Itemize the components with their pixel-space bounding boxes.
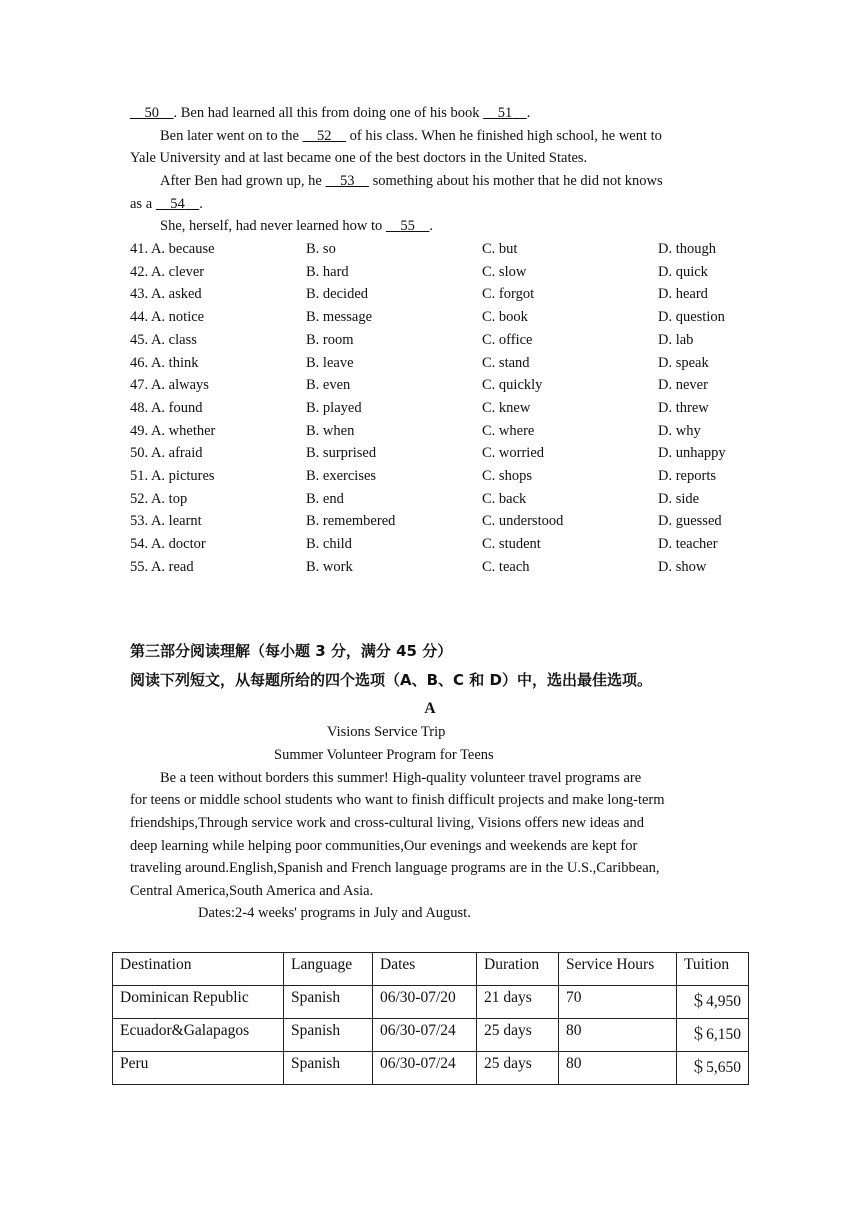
question-53-option-a: 53. A. learnt [130,513,202,530]
question-42-option-b: B. hard [306,263,349,280]
passage-letter: A [424,700,436,717]
table-row [113,1052,749,1085]
cell-language: Spanish [284,1019,373,1052]
article-heading-2: Summer Volunteer Program for Teens [274,747,494,763]
blank-50: 50 [144,105,159,121]
question-48-option-b: B. played [306,399,362,416]
question-46-option-a: 46. A. think [130,354,199,371]
article-body-line: friendships,Through service work and cross-cultural living, Visions offers new ideas and [130,815,645,831]
question-43-option-a: 43. A. asked [130,286,202,303]
question-50-option-d: D. unhappy [658,445,726,462]
question-44-option-a: 44. A. notice [130,309,205,326]
passage-line-4: After Ben had grown up, he 53 something about his mother that he did not knows [160,173,663,189]
cell-destination: Dominican Republic [113,986,284,1019]
blank-53: 53 [340,173,355,189]
cell-tuition: ＄6,150 [677,1019,749,1052]
cell-duration: 25 days [477,1019,559,1052]
passage-line-2: Ben later went on to the 52 of his class. When he finished high school, he went to [160,128,662,144]
cell-tuition: ＄4,950 [677,986,749,1019]
question-44-option-c: C. book [482,309,528,326]
cell-service-hours: 80 [559,1019,677,1052]
question-46-option-d: D. speak [658,354,709,371]
question-47-option-b: B. even [306,377,351,394]
cell-destination: Peru [113,1052,284,1085]
table-row [113,1019,749,1052]
article-body-line: traveling around.English,Spanish and French language programs are in the U.S.,Caribbean, [130,860,660,876]
question-53-option-d: D. guessed [658,513,722,530]
article-dates: Dates:2-4 weeks' programs in July and August. [198,905,471,921]
passage-line-3: Yale University and at last became one of the best doctors in the United States. [130,150,588,166]
question-48-option-c: C. knew [482,399,531,416]
question-52-option-b: B. end [306,490,344,507]
cell-service-hours: 80 [559,1052,677,1085]
question-43-option-d: D. heard [658,286,708,303]
cell-language: Spanish [284,986,373,1019]
question-45-option-d: D. lab [658,331,694,348]
header-tuition: Tuition [677,953,749,986]
question-52-option-a: 52. A. top [130,490,188,507]
question-53-option-b: B. remembered [306,513,396,530]
question-44-option-d: D. question [658,309,725,326]
passage-line-6: She, herself, had never learned how to 55 . [160,218,434,234]
question-51-option-d: D. reports [658,468,716,484]
question-41-option-a: 41. A. because [130,241,215,257]
question-42-option-c: C. slow [482,263,527,280]
question-49-option-d: D. why [658,422,701,439]
question-53-option-c: C. understood [482,513,564,530]
passage-line-5: as a 54 . [130,196,203,212]
question-47-option-a: 47. A. always [130,377,209,394]
article-body-line: Be a teen without borders this summer! High-quality volunteer travel programs are [160,770,642,786]
question-54-option-d: D. teacher [658,536,718,553]
question-48-option-d: D. threw [658,399,709,416]
question-45-option-a: 45. A. class [130,331,197,348]
article-body-line: deep learning while helping poor communities,Our evenings and weekends are kept for [130,838,638,854]
question-55-option-b: B. work [306,558,353,575]
question-41-option-c: C. but [482,241,518,257]
article-heading-1: Visions Service Trip [327,724,446,740]
question-52-option-d: D. side [658,490,700,507]
header-duration: Duration [477,953,559,986]
cell-service-hours: 70 [559,986,677,1019]
question-55-option-c: C. teach [482,558,530,575]
question-41-option-d: D. though [658,241,716,257]
question-51-option-c: C. shops [482,468,532,484]
question-54-option-c: C. student [482,536,541,553]
cell-dates: 06/30-07/20 [373,986,477,1019]
question-46-option-c: C. stand [482,354,530,371]
section-title: 第三部分阅读理解（每小题 3 分，满分 45 分） [130,642,453,660]
article-body-line: Central America,South America and Asia. [130,883,374,899]
question-49-option-b: B. when [306,422,355,439]
question-43-option-c: C. forgot [482,286,535,303]
blank-54: 54 [170,196,185,212]
cell-duration: 25 days [477,1052,559,1085]
question-42-option-a: 42. A. clever [130,263,205,280]
cell-tuition: ＄5,650 [677,1052,749,1085]
cell-dates: 06/30-07/24 [373,1019,477,1052]
cell-language: Spanish [284,1052,373,1085]
cell-dates: 06/30-07/24 [373,1052,477,1085]
question-45-option-b: B. room [306,331,354,348]
passage-text: . Ben had learned all this from doing one of his book [173,105,484,121]
question-51-option-b: B. exercises [306,468,377,484]
question-55-option-a: 55. A. read [130,558,194,575]
header-destination: Destination [113,953,284,986]
question-48-option-a: 48. A. found [130,399,203,416]
question-41-option-b: B. so [306,241,336,257]
question-45-option-c: C. office [482,331,533,348]
question-47-option-c: C. quickly [482,377,543,394]
question-46-option-b: B. leave [306,354,354,371]
question-52-option-c: C. back [482,490,527,507]
question-44-option-b: B. message [306,309,373,326]
table-header-row [113,953,749,986]
header-language: Language [284,953,373,986]
header-dates: Dates [373,953,477,986]
blank-55: 55 [400,218,415,234]
cell-duration: 21 days [477,986,559,1019]
blank-52: 52 [317,128,332,144]
section-instruction: 阅读下列短文，从每题所给的四个选项（A、B、C 和 D）中，选出最佳选项。 [130,671,652,689]
table-row [113,986,749,1019]
question-50-option-a: 50. A. afraid [130,445,203,462]
question-43-option-b: B. decided [306,286,369,303]
article-body-line: for teens or middle school students who want to finish difficult projects and make long-term [130,792,665,808]
question-47-option-d: D. never [658,377,708,394]
question-51-option-a: 51. A. pictures [130,468,215,484]
question-50-option-b: B. surprised [306,445,377,462]
header-service-hours: Service Hours [559,953,677,986]
program-table [112,952,749,1085]
question-54-option-a: 54. A. doctor [130,536,206,553]
blank-51: 51 [497,105,513,121]
question-55-option-d: D. show [658,558,707,575]
question-49-option-a: 49. A. whether [130,422,216,439]
question-49-option-c: C. where [482,422,535,439]
cell-destination: Ecuador&Galapagos [113,1019,284,1052]
question-54-option-b: B. child [306,536,352,553]
passage-line-1: 50 . Ben had learned all this from doing one of his book 51 . [130,103,530,123]
question-42-option-d: D. quick [658,263,708,280]
question-50-option-c: C. worried [482,445,545,462]
